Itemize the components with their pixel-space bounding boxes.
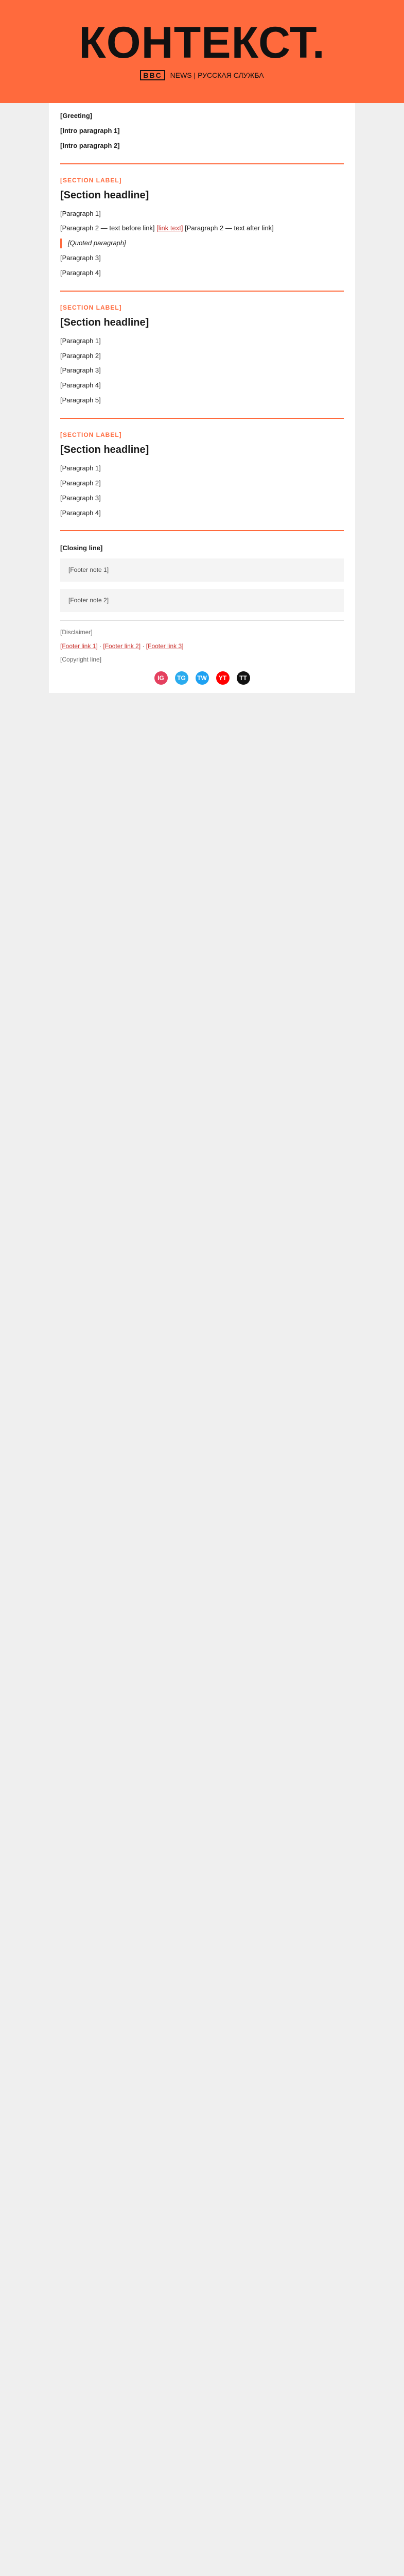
paragraph: [Paragraph 4] [60,268,101,277]
youtube-icon[interactable]: YT [216,671,230,685]
paragraph: [Paragraph 4] [60,509,101,517]
section-headline: [Section headline] [60,316,149,328]
section-divider [60,163,344,164]
closing-line: [Closing line] [60,544,103,552]
section-divider [60,530,344,531]
paragraph: [Paragraph 5] [60,396,101,404]
twitter-icon[interactable]: TW [196,671,209,685]
footer-link-separator: · [142,642,146,650]
tiktok-icon[interactable]: TT [237,671,250,685]
footer-links [60,642,344,651]
section-label: [SECTION LABEL] [60,176,122,184]
quoted-paragraph: [Quoted paragraph] [60,239,344,248]
byline-separator: | [194,71,198,79]
main-content [49,103,355,693]
intro-paragraph-2: [Intro paragraph 2] [60,141,120,149]
footer-link-2[interactable]: [Footer link 2] [103,642,141,650]
section-label: [SECTION LABEL] [60,303,122,311]
masthead-inner [0,18,404,80]
paragraph: [Paragraph 1] [60,336,101,345]
paragraph-with-link [60,224,344,233]
paragraph: [Paragraph 3] [60,494,101,502]
paragraph: [Paragraph 1] [60,464,101,472]
intro-paragraph-1: [Intro paragraph 1] [60,126,120,134]
instagram-icon[interactable]: IG [154,671,168,685]
footer-link-1[interactable]: [Footer link 1] [60,642,98,650]
inline-link[interactable]: [link text] [156,224,183,232]
footer-note-2: [Footer note 2] [60,589,344,612]
paragraph: [Paragraph 2] [60,479,101,487]
russian-service-label: РУССКАЯ СЛУЖБА [198,71,264,79]
main-card [49,103,355,693]
footer-note-1: [Footer note 1] [60,558,344,582]
section-headline: [Section headline] [60,189,149,201]
footer-link-3[interactable]: [Footer link 3] [146,642,184,650]
section-label: [SECTION LABEL] [60,431,122,438]
masthead [0,0,404,103]
section-divider [60,291,344,292]
telegram-icon[interactable]: TG [175,671,188,685]
paragraph: [Paragraph 1] [60,209,101,217]
disclaimer: [Disclaimer] [60,628,93,636]
bbc-logo: BBC [140,70,165,80]
greeting: [Greeting] [60,112,93,120]
paragraph-text: [Paragraph 2 — text after link] [185,224,274,232]
copyright: [Copyright line] [60,656,102,664]
section-divider [60,418,344,419]
bbc-byline [0,70,404,80]
section-headline: [Section headline] [60,444,149,455]
social-links [60,671,344,685]
footer [60,620,344,685]
bbc-news-label: NEWS [170,71,192,79]
paragraph: [Paragraph 3] [60,366,101,375]
kontekst-logo[interactable]: КОНТЕКСТ. [79,18,325,67]
paragraph: [Paragraph 2] [60,351,101,360]
footer-link-separator: · [99,642,103,650]
paragraph: [Paragraph 4] [60,381,101,389]
paragraph-text: [Paragraph 2 — text before link] [60,224,155,232]
paragraph: [Paragraph 3] [60,254,101,262]
